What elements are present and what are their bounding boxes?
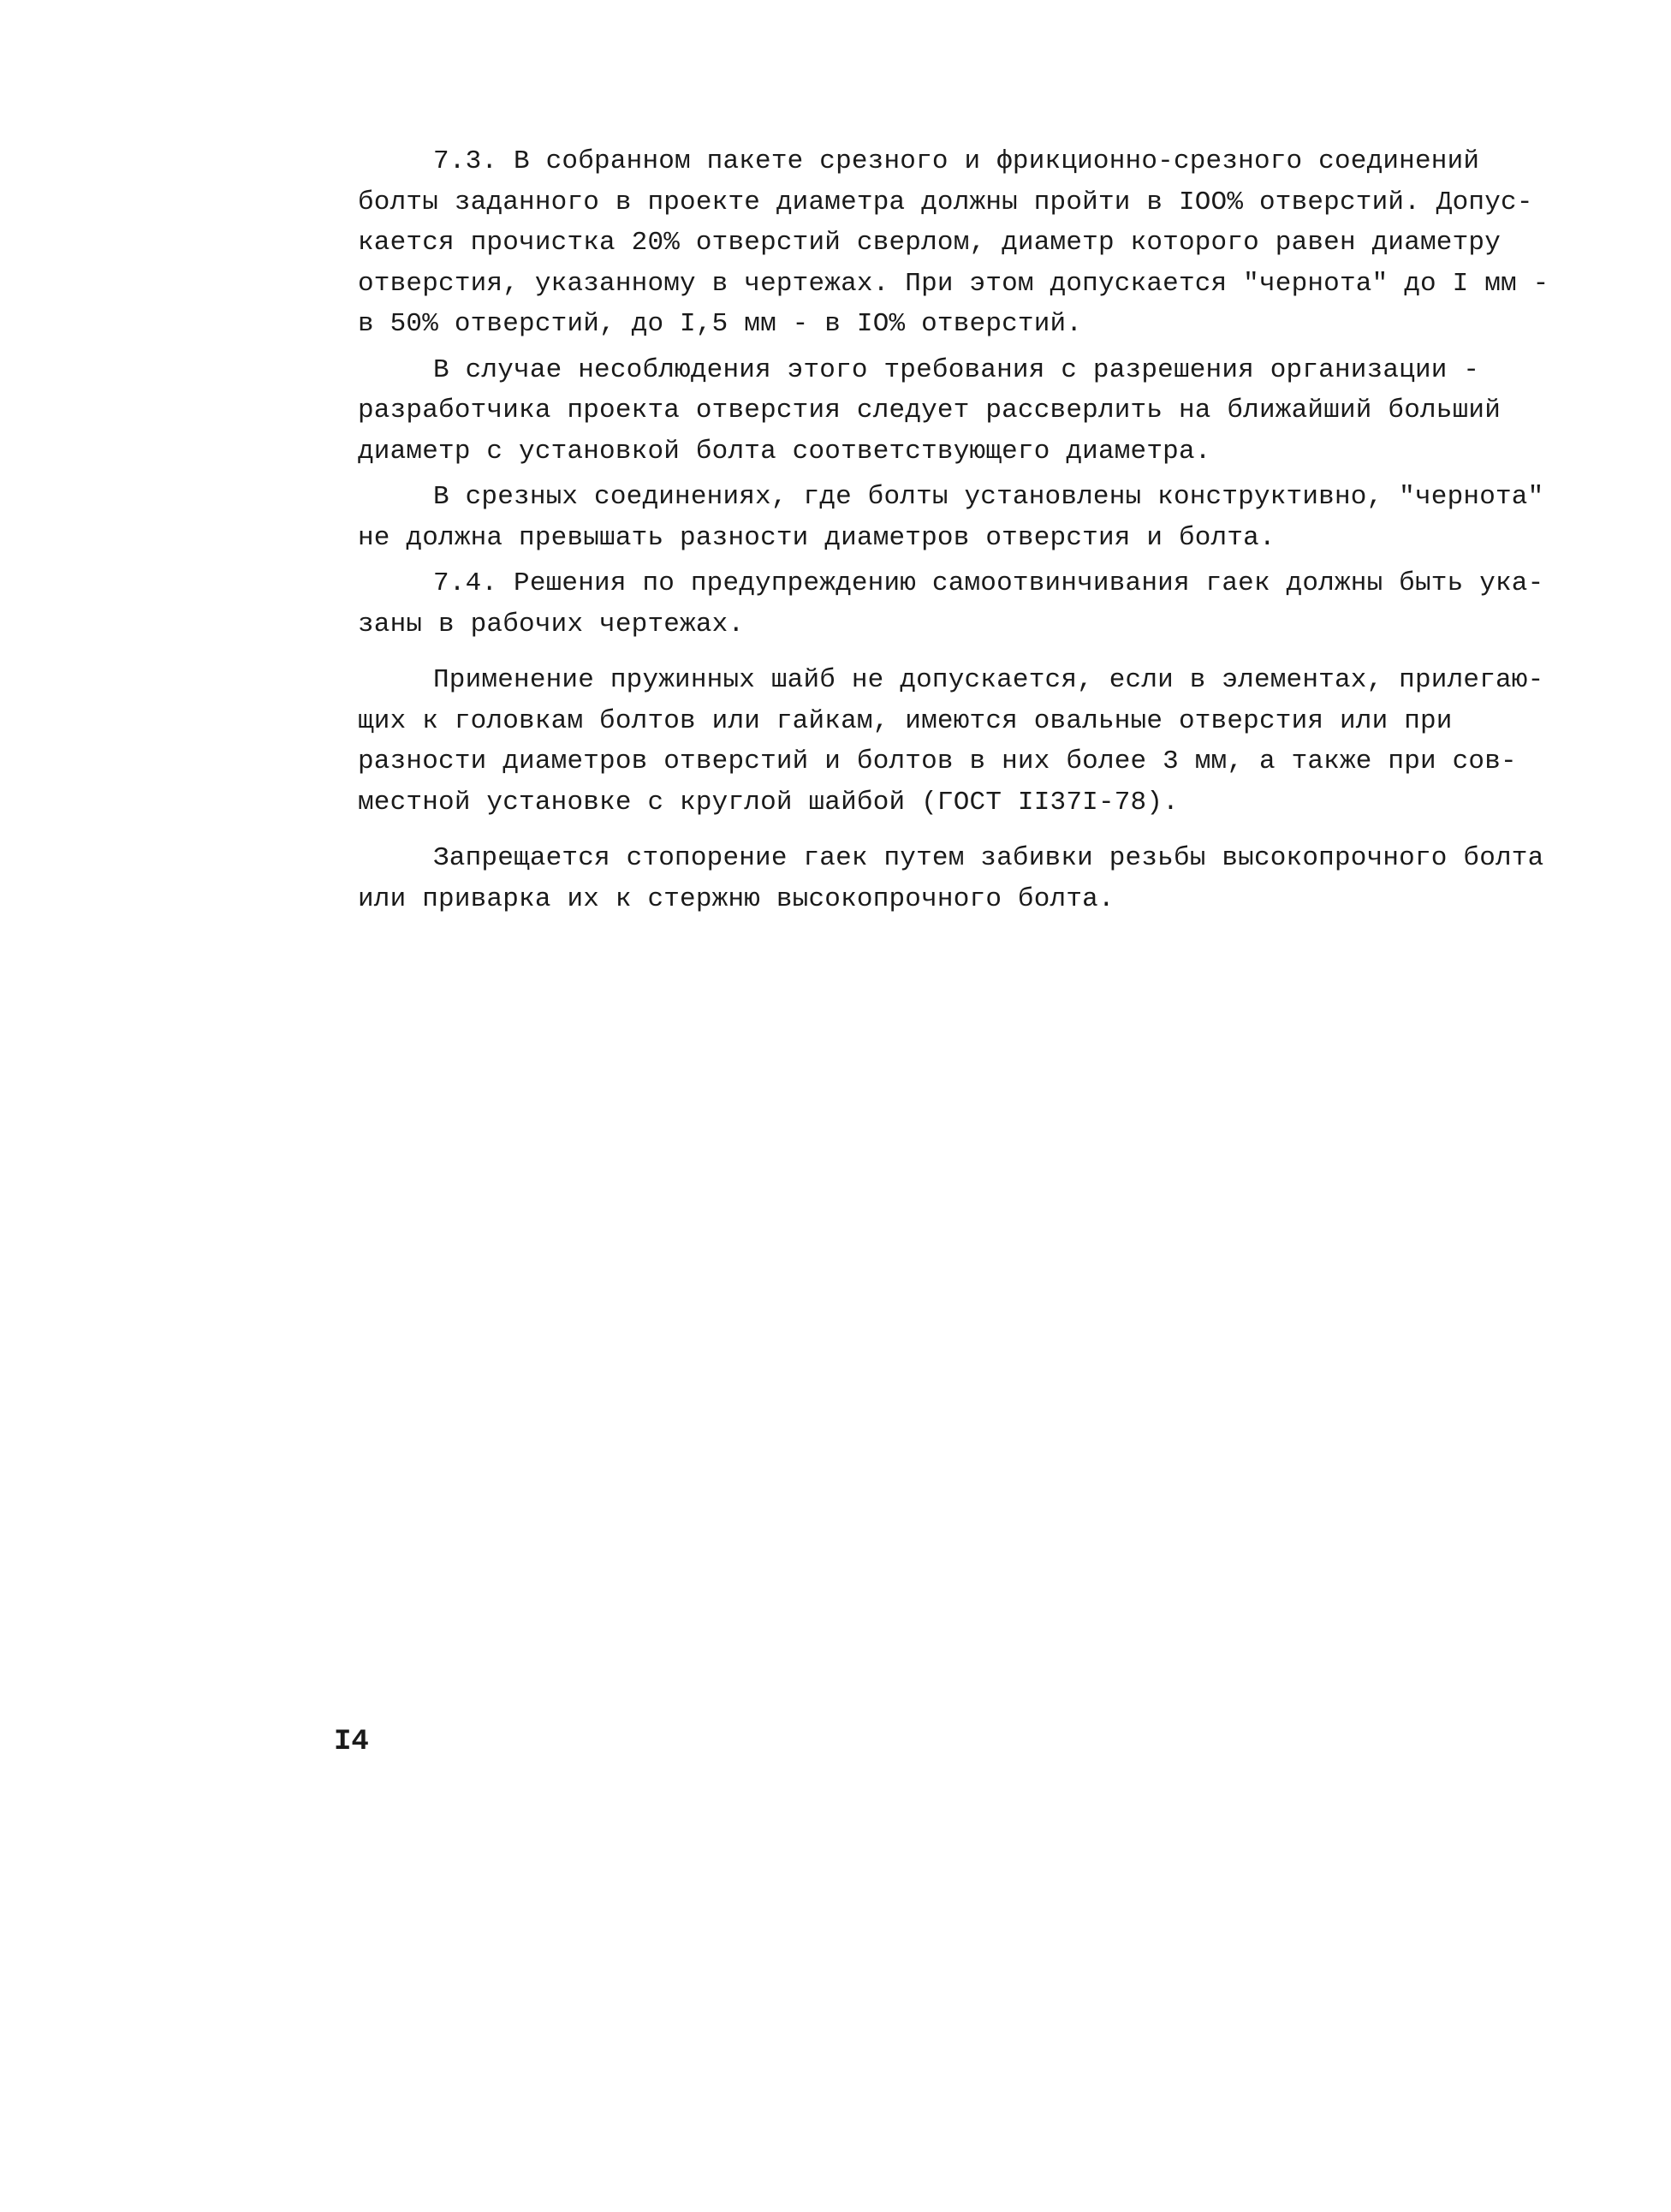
paragraph-case-line-2: разработчика проекта отверстия следует рассверлить на ближайший больший	[358, 395, 1502, 425]
paragraph-7-3-line-4: отверстия, указанному в чертежах. При этом допускается "чернота" до I мм -	[358, 268, 1549, 299]
paragraph-7-3-line-3: кается прочистка 20% отверстий сверлом, диаметр которого равен диаметру	[358, 228, 1502, 258]
paragraph-washers-line-2: щих к головкам болтов или гайкам, имеются овальные отверстия или при	[358, 705, 1453, 736]
paragraph-locking-line-2: или приварка их к стержню высокопрочного болта.	[358, 883, 1115, 914]
paragraph-washers-line-3: разности диаметров отверстий и болтов в них более 3 мм, а также при сов-	[358, 746, 1517, 776]
paragraph-locking-line-1: Запрещается стопорение гаек путем забивки резьбы высокопрочного болта	[433, 843, 1544, 873]
paragraph-case-line-3: диаметр с установкой болта соответствующего диаметра.	[358, 436, 1211, 467]
paragraph-washers-line-4: местной установке с круглой шайбой (ГОСТ II37I-78).	[358, 787, 1179, 818]
page-number: I4	[334, 1726, 369, 1758]
paragraph-case-line-1: В случае несоблюдения этого требования с разрешения организации -	[433, 354, 1480, 385]
paragraph-7-3-line-2: болты заданного в проекте диаметра должны пройти в IOO% отверстий. Допус-	[358, 187, 1533, 217]
paragraph-shear-line-1: В срезных соединениях, где болты установлены конструктивно, "чернота"	[433, 482, 1544, 512]
paragraph-washers-line-1: Применение пружинных шайб не допускается, если в элементах, прилегаю-	[433, 665, 1544, 695]
paragraph-7-4-line-1: 7.4. Решения по предупреждению самоотвинчивания гаек должны быть ука-	[433, 568, 1544, 598]
paragraph-7-3-line-1: 7.3. В собранном пакете срезного и фрикционно-срезного соединений	[433, 146, 1480, 176]
body-text	[358, 141, 1549, 919]
paragraph-7-4-line-2: заны в рабочих чертежах.	[358, 609, 745, 639]
paragraph-shear-line-2: не должна превышать разности диаметров отверстия и болта.	[358, 522, 1276, 553]
paragraph-7-3-line-5: в 50% отверстий, до I,5 мм - в IO% отверстий.	[358, 309, 1083, 339]
